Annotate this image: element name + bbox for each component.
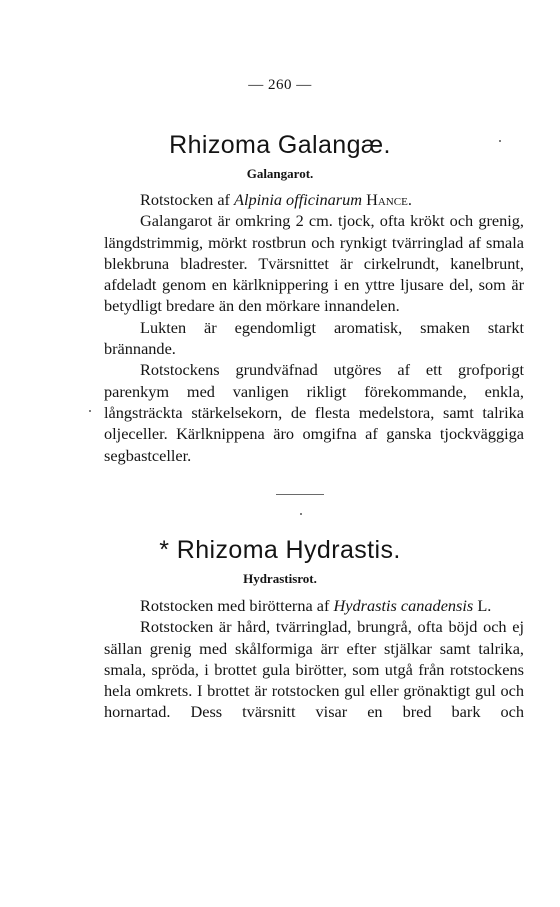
print-speck <box>300 513 302 515</box>
text: . <box>407 190 412 209</box>
section-title-galangae: Rhizoma Galangæ. <box>169 131 391 159</box>
section-body-galangae <box>104 189 524 466</box>
print-speck <box>89 410 91 412</box>
section-subtitle-galangarot: Galangarot. <box>246 166 314 181</box>
latin-name: Alpinia officinarum <box>234 190 363 209</box>
page-number: — 260 — <box>248 77 312 93</box>
paragraph <box>104 595 524 616</box>
section-title-hydrastis: * Rhizoma Hydrastis. <box>159 536 401 564</box>
paragraph: Lukten är egendomligt aromatisk, smaken starkt brännande. <box>104 317 524 359</box>
text: L. <box>473 596 492 615</box>
section-body-hydrastis <box>104 595 524 723</box>
paragraph: Rotstocken är hård, tvärringlad, brungrå, ofta böjd och ej sällan grenig med skålformiga ärr efter stjälkar samt talrika, smala, spröda, i brottet gula birötter, som utgå från rotstockens hela omkrets. I brottet är rotstocken gul eller grönaktigt gul och hornartad. Dess tvärsnitt visar en bred bark och <box>104 617 524 722</box>
paragraph: Galangarot är omkring 2 cm. tjock, ofta krökt och grenig, längdstrimmig, mörkt rostbrun och rynkigt tvärringlad af smala blekbruna bladrester. Tvärsnittet är cirkelrundt, kanelbrunt, afdeladt genom en kärlknippering i en yttre ljusare del, som är betydligt bredare än den mörkare innandelen. <box>104 211 524 316</box>
latin-name: Hydrastis canadensis <box>333 596 474 615</box>
paragraph <box>104 189 524 210</box>
text: Rotstocken af <box>140 190 235 209</box>
section-divider <box>276 494 324 495</box>
text: Rotstocken med birötterna af <box>140 596 334 615</box>
print-speck <box>499 140 501 142</box>
section-subtitle-hydrastisrot: Hydrastisrot. <box>243 571 317 586</box>
paragraph: Rotstockens grundväfnad utgöres af ett grofporigt parenkym med vanligen rikligt förekommande, enkla, långsträckta stärkelsekorn, de flesta medelstora, samt talrika oljeceller. Kärlknippena äro omgifna af ganska tjockväggiga segbastceller. <box>104 360 524 465</box>
author-name: Hance <box>366 190 408 209</box>
